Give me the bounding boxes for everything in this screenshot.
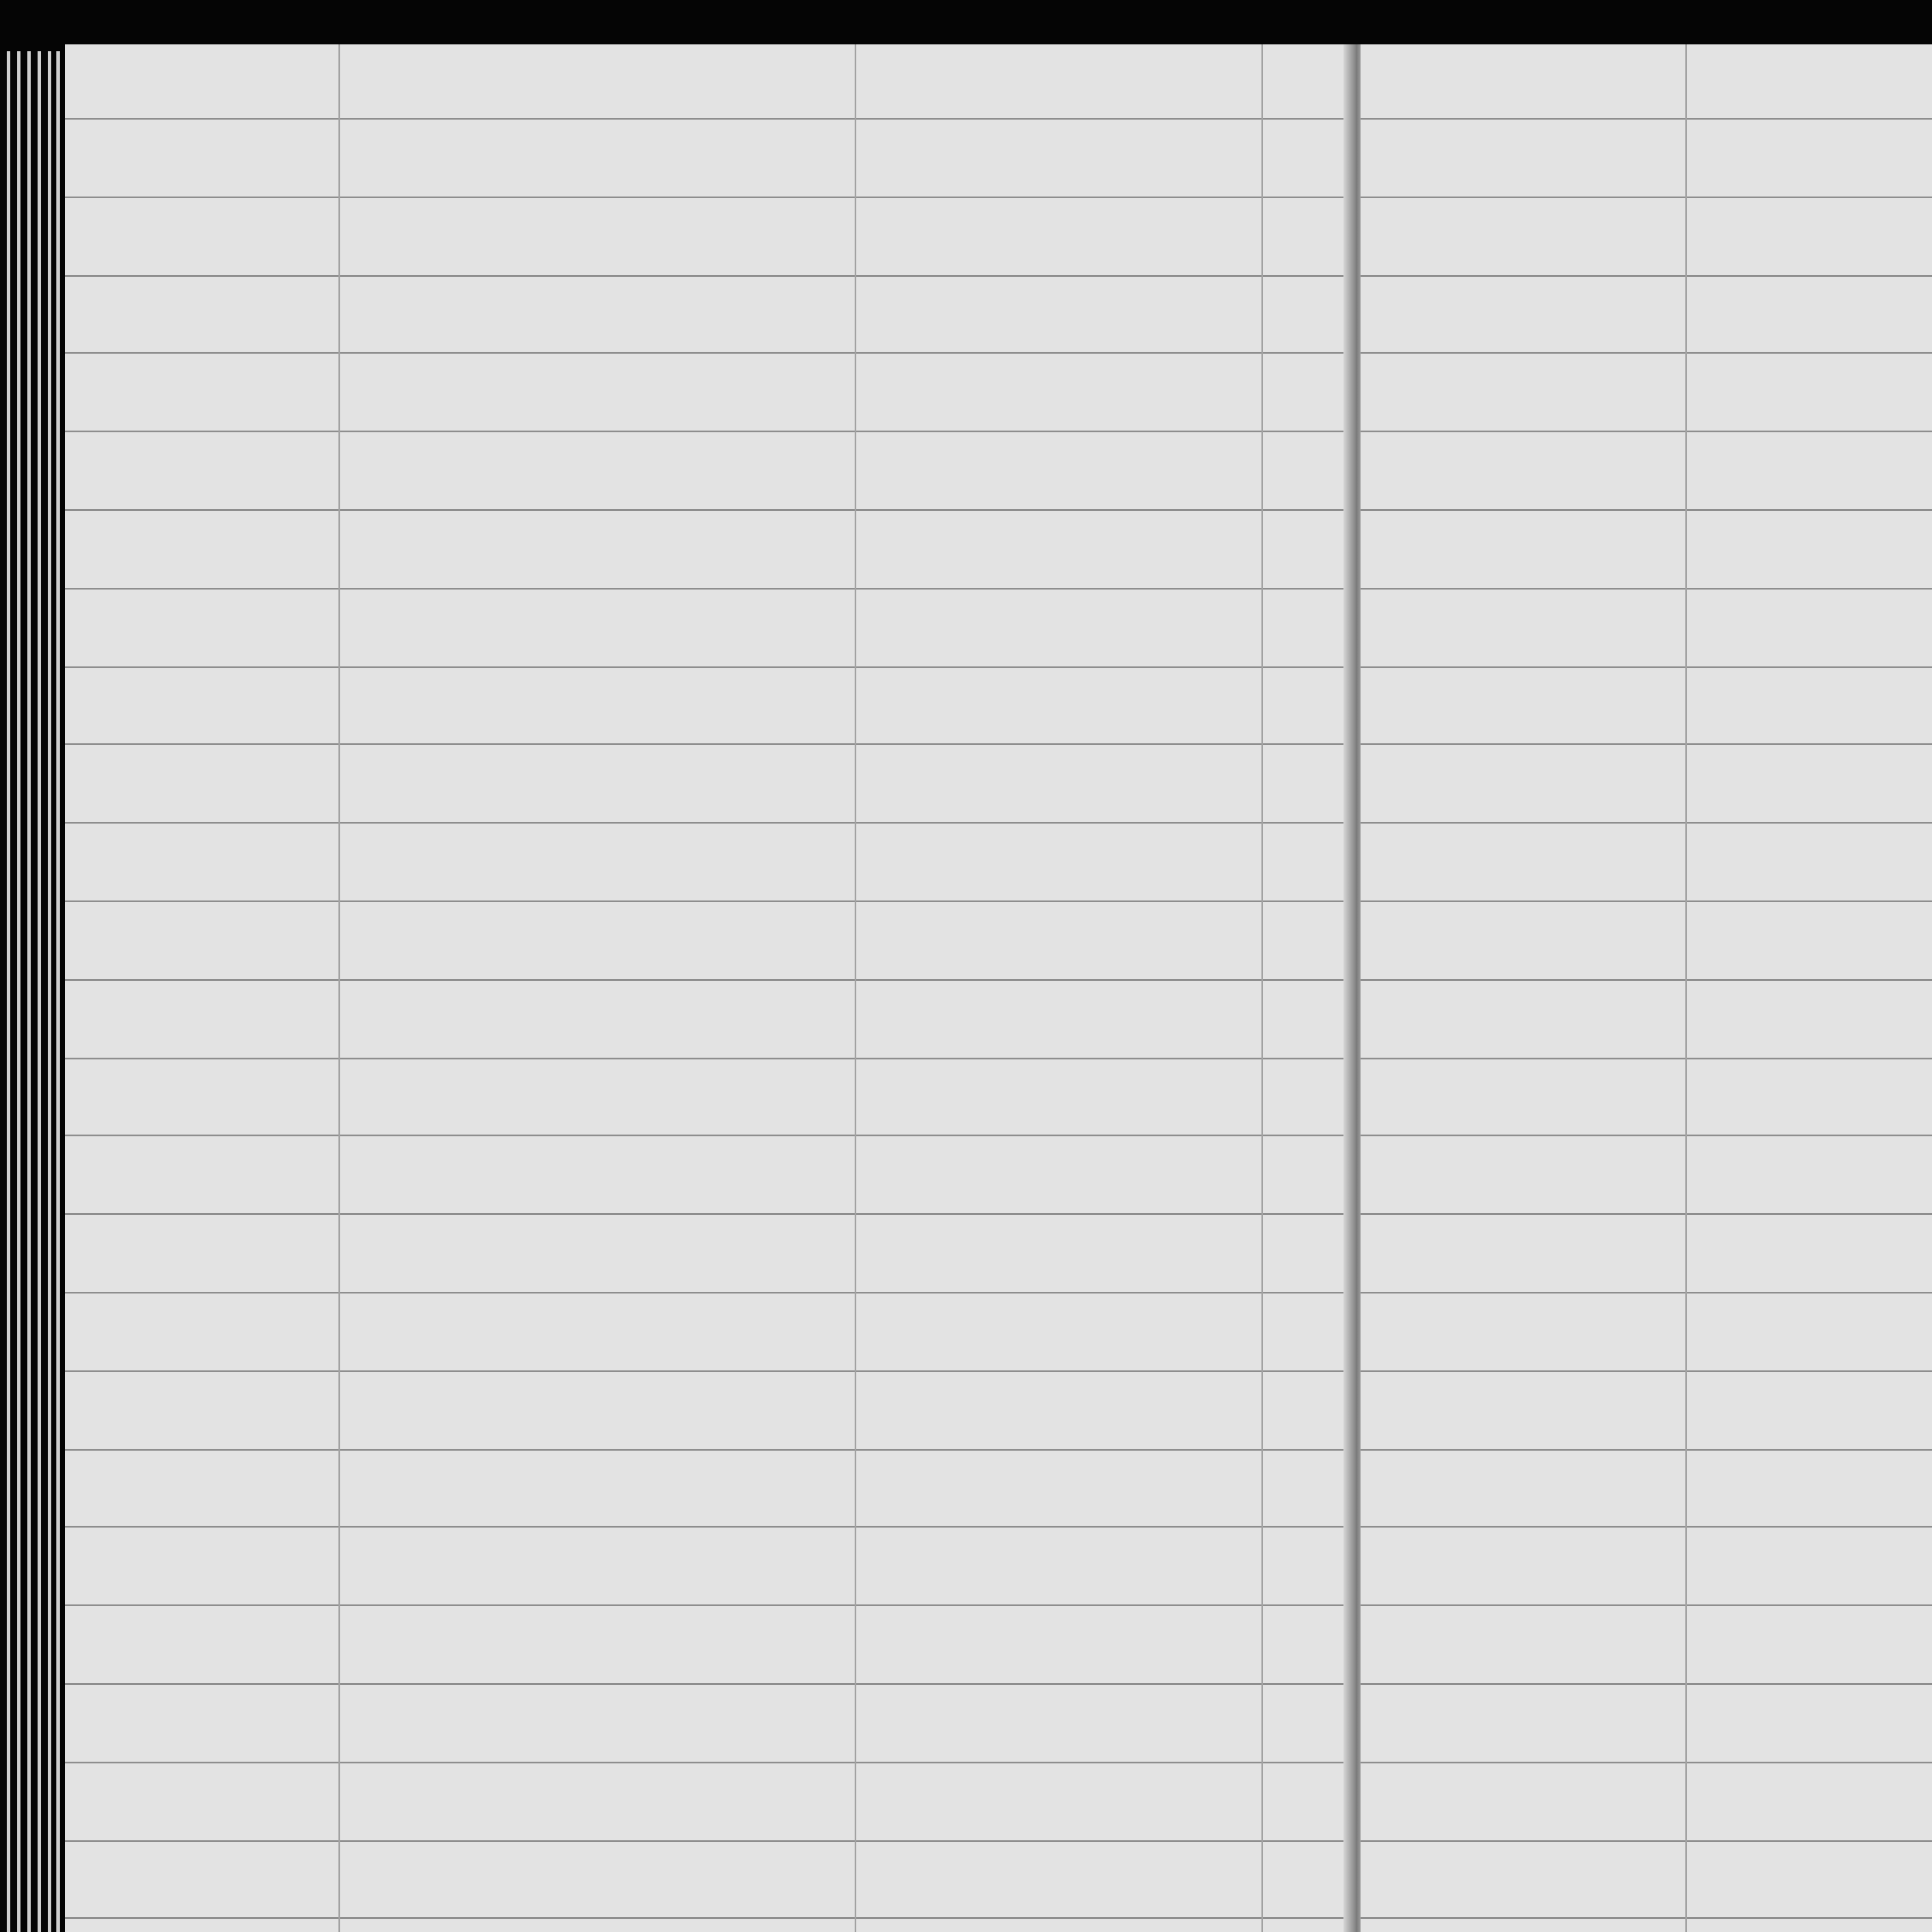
ruled-line [1361, 1213, 1932, 1215]
ruled-line [65, 979, 1350, 981]
ruled-line [65, 1526, 1350, 1527]
ruled-line [1361, 1371, 1932, 1372]
ruled-line [65, 430, 1350, 432]
ruled-line [65, 588, 1350, 589]
ruled-line [65, 822, 1350, 823]
ruled-line [65, 1371, 1350, 1372]
left-ledger-page [65, 44, 1350, 1932]
ruled-line [1361, 352, 1932, 354]
page-edge [7, 51, 10, 1932]
ruled-line [65, 1604, 1350, 1606]
ruled-line [65, 1840, 1350, 1842]
right-ledger-page [1361, 44, 1932, 1932]
ruled-line [65, 1449, 1350, 1451]
ruled-line [1361, 1526, 1932, 1527]
page-edge [27, 51, 31, 1932]
ruled-line [1361, 1840, 1932, 1842]
page-edge [37, 51, 41, 1932]
ruled-line [65, 900, 1350, 902]
ruled-line [1361, 430, 1932, 432]
ruled-line [65, 1134, 1350, 1136]
ruled-line [1361, 1292, 1932, 1293]
ruled-line [65, 197, 1350, 198]
column-rule [855, 44, 856, 1932]
ruled-line [1361, 1604, 1932, 1606]
ruled-line [1361, 1058, 1932, 1059]
ruled-line [65, 509, 1350, 511]
ruled-line [65, 118, 1350, 119]
ruled-line [1361, 1683, 1932, 1685]
ruled-line [1361, 197, 1932, 198]
ruled-line [1361, 900, 1932, 902]
ruled-line [1361, 118, 1932, 119]
page-edge [48, 51, 51, 1932]
ruled-line [1361, 979, 1932, 981]
ruled-line [65, 1683, 1350, 1685]
ruled-line [65, 275, 1350, 277]
ruled-line [65, 1213, 1350, 1215]
ruled-line [1361, 822, 1932, 823]
ruled-line [65, 667, 1350, 668]
ruled-line [1361, 1134, 1932, 1136]
ruled-line [1361, 1917, 1932, 1919]
ruled-line [1361, 588, 1932, 589]
ruled-line [1361, 1762, 1932, 1763]
ruled-line [65, 743, 1350, 745]
page-edge [56, 51, 60, 1932]
ruled-line [65, 1058, 1350, 1059]
ruled-line [65, 1292, 1350, 1293]
column-rule [1262, 44, 1263, 1932]
ruled-line [1361, 1449, 1932, 1451]
ruled-line [1361, 667, 1932, 668]
column-rule [338, 44, 340, 1932]
column-rule [1685, 44, 1687, 1932]
page-edge [17, 51, 20, 1932]
ruled-line [1361, 743, 1932, 745]
ruled-line [65, 1762, 1350, 1763]
ruled-line [1361, 275, 1932, 277]
ruled-line [1361, 509, 1932, 511]
ruled-line [65, 352, 1350, 354]
ruled-line [65, 1917, 1350, 1919]
